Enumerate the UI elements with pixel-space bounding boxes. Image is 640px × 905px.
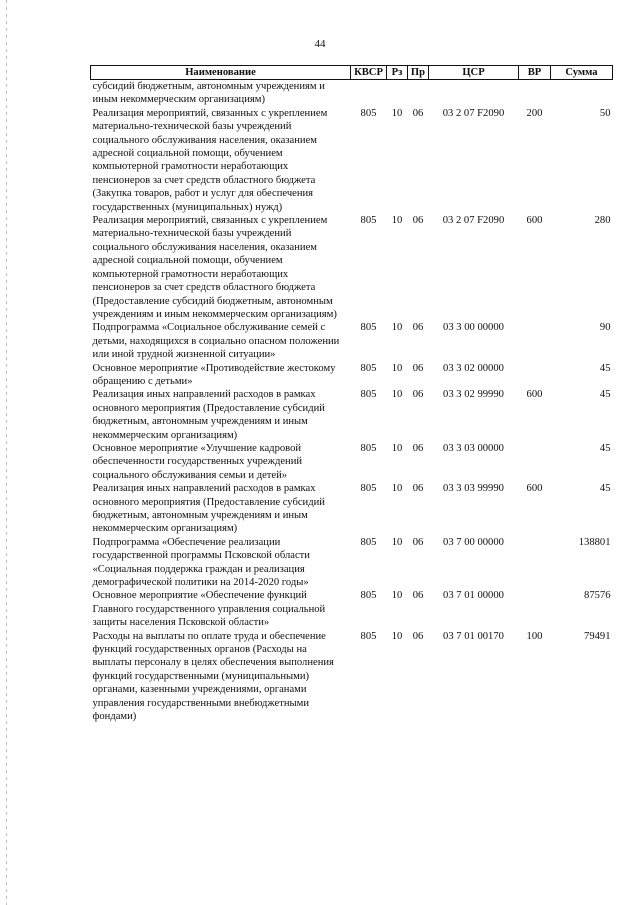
cell-sum: 87576: [584, 590, 611, 602]
cell-vr: [519, 321, 551, 361]
cell-rz: 10: [391, 389, 403, 401]
header-vr: ВР: [519, 66, 551, 80]
cell-name: Подпрограмма «Социальное обслуживание семей с детьми, находящихся в социально опасном положении или иной трудной жизненной ситуации»: [92, 322, 340, 361]
header-rz: Рз: [387, 66, 408, 80]
cell-kvsr: [351, 80, 387, 107]
cell-rz: 10: [391, 322, 403, 334]
table-row: [91, 80, 613, 107]
header-csr: ЦСР: [429, 66, 519, 80]
cell-csr: 03 3 00 00000: [443, 322, 504, 334]
cell-kvsr: 805: [360, 107, 377, 119]
cell-rz: 10: [391, 107, 403, 119]
cell-sum: 50: [599, 107, 611, 119]
cell-sum: 280: [594, 215, 611, 227]
cell-sum: 45: [599, 362, 611, 374]
cell-kvsr: 805: [360, 322, 377, 334]
cell-csr: [429, 80, 519, 107]
cell-rz: 10: [391, 483, 403, 495]
table-row: [91, 442, 613, 482]
cell-vr: [519, 362, 551, 389]
cell-rz: 10: [391, 362, 403, 374]
cell-vr: [519, 80, 551, 107]
cell-vr: [519, 442, 551, 482]
table-row: [91, 107, 613, 214]
cell-vr: 600: [526, 483, 543, 495]
cell-name: Расходы на выплаты по оплате труда и обеспечение функций государственных органов (Расходы на выплаты персоналу в целях обеспечения выполнения функций государственными (муниципальными) органами, казенными учреждениями, органами управления государственными внебюджетными фондами): [92, 630, 334, 723]
cell-kvsr: 805: [360, 630, 377, 642]
cell-name: Реализация мероприятий, связанных с укреплением материально-технической базы учреждений социального обслуживания населения, оказанием адресной социальной помощи, обучением компьютерной грамотности неработающих пенсионеров за счет средств областного бюджета (Закупка товаров, работ и услуг для обеспечения государственных (муниципальных) нужд): [92, 107, 328, 213]
cell-rz: [387, 80, 408, 107]
cell-rz: 10: [391, 442, 403, 454]
table-row: [91, 321, 613, 361]
cell-sum: 45: [599, 483, 611, 495]
table-body: [91, 80, 613, 724]
cell-kvsr: 805: [360, 536, 377, 548]
budget-table: [90, 65, 613, 724]
page-number: 44: [314, 38, 326, 50]
cell-pr: 06: [412, 590, 424, 602]
cell-pr: 06: [412, 322, 424, 334]
cell-csr: 03 3 03 00000: [443, 442, 504, 454]
cell-pr: [408, 80, 429, 107]
cell-sum: 45: [599, 442, 611, 454]
cell-kvsr: 805: [360, 442, 377, 454]
cell-name: субсидий бюджетным, автономным учреждениям и иным некоммерческим организациям): [92, 81, 325, 106]
cell-sum: 138801: [578, 536, 611, 548]
cell-vr: 600: [526, 389, 543, 401]
cell-pr: 06: [412, 215, 424, 227]
cell-kvsr: 805: [360, 389, 377, 401]
cell-kvsr: 805: [360, 362, 377, 374]
table-row: [91, 536, 613, 590]
cell-vr: [519, 589, 551, 629]
cell-sum: 90: [599, 322, 611, 334]
cell-name: Основное мероприятие «Обеспечение функций Главного государственного управления социальной защиты населения Псковской области»: [92, 590, 326, 629]
cell-rz: 10: [391, 590, 403, 602]
cell-csr: 03 7 01 00000: [443, 590, 504, 602]
cell-pr: 06: [412, 362, 424, 374]
cell-csr: 03 2 07 F2090: [442, 107, 505, 119]
cell-vr: [519, 536, 551, 590]
cell-csr: 03 2 07 F2090: [442, 215, 505, 227]
table-row: [91, 630, 613, 724]
cell-sum: 45: [599, 389, 611, 401]
table-row: [91, 214, 613, 321]
header-pr: Пр: [408, 66, 429, 80]
table-header: [91, 66, 613, 80]
cell-kvsr: 805: [360, 590, 377, 602]
cell-csr: 03 3 02 00000: [443, 362, 504, 374]
cell-pr: 06: [412, 630, 424, 642]
cell-name: Подпрограмма «Обеспечение реализации государственной программы Псковской области «Социальная поддержка граждан и реализация демографической политики на 2014-2020 годы»: [92, 536, 310, 589]
cell-name: Основное мероприятие «Противодействие жестокому обращению с детьми»: [92, 362, 336, 387]
header-kvsr: КВСР: [351, 66, 387, 80]
cell-csr: 03 7 01 00170: [443, 630, 504, 642]
header-name: Наименование: [91, 66, 351, 80]
header-sum: Сумма: [551, 66, 613, 80]
cell-kvsr: 805: [360, 215, 377, 227]
cell-pr: 06: [412, 536, 424, 548]
table-row: [91, 362, 613, 389]
table-row: [91, 589, 613, 629]
cell-kvsr: 805: [360, 483, 377, 495]
cell-rz: 10: [391, 215, 403, 227]
cell-vr: 200: [526, 107, 543, 119]
cell-rz: 10: [391, 536, 403, 548]
cell-vr: 600: [526, 215, 543, 227]
cell-pr: 06: [412, 107, 424, 119]
cell-csr: 03 3 03 99990: [443, 483, 504, 495]
cell-name: Основное мероприятие «Улучшение кадровой обеспеченности государственных учреждений социального обслуживания семьи и детей»: [92, 442, 303, 481]
cell-name: Реализация иных направлений расходов в рамках основного мероприятия (Предоставление субсидий бюджетным, автономным учреждениям и иным некоммерческим организациям): [92, 389, 325, 441]
table-row: [91, 482, 613, 536]
cell-pr: 06: [412, 483, 424, 495]
cell-csr: 03 7 00 00000: [443, 536, 504, 548]
cell-csr: 03 3 02 99990: [443, 389, 504, 401]
cell-pr: 06: [412, 442, 424, 454]
cell-rz: 10: [391, 630, 403, 642]
table-row: [91, 388, 613, 442]
cell-sum: 79491: [584, 630, 611, 642]
cell-sum: [551, 80, 613, 107]
cell-pr: 06: [412, 389, 424, 401]
cell-vr: 100: [526, 630, 543, 642]
cell-name: Реализация мероприятий, связанных с укреплением материально-технической базы учреждений социального обслуживания населения, оказанием адресной социальной помощи, обучением компьютерной грамотности неработающих пенсионеров за счет средств областного бюджета (Предоставление субсидий бюджетным, автономным учреждениям и иным некоммерческим организациям): [92, 215, 337, 320]
cell-name: Реализация иных направлений расходов в рамках основного мероприятия (Предоставление субсидий бюджетным, автономным учреждениям и иным некоммерческим организациям): [92, 483, 325, 535]
scan-edge-line: [6, 0, 7, 905]
